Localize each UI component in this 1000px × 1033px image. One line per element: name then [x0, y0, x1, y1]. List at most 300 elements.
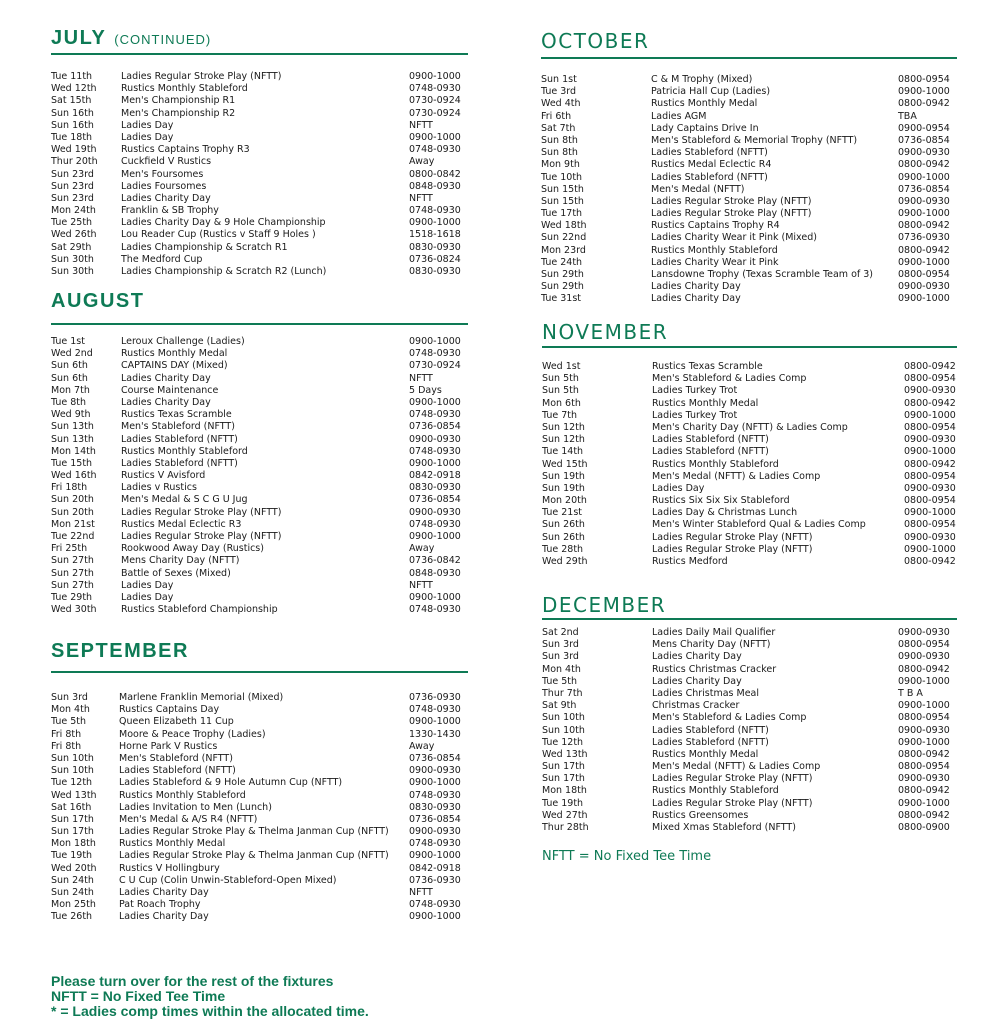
fixture-event: Ladies Charity Day: [651, 293, 741, 305]
fixture-time: NFTT: [409, 192, 433, 204]
fixture-event: Ladies Regular Stroke Play (NFTT): [651, 208, 812, 220]
fixture-time: 0800-0942: [904, 458, 956, 470]
fixture-date: Sun 13th: [51, 433, 94, 445]
fixture-date: Sun 29th: [541, 281, 584, 293]
fixture-event: Rustics Stableford Championship: [121, 604, 278, 616]
fixture-event: Men's Stableford & Ladies Comp: [652, 373, 807, 385]
fixture-time: 0800-0942: [898, 663, 950, 675]
fixture-event: Rustics Monthly Stableford: [121, 83, 248, 95]
october-title: OCTOBER: [541, 29, 650, 53]
fixture-event: Rustics Six Six Six Stableford: [652, 495, 790, 507]
fixture-time: 0900-1000: [898, 256, 950, 268]
july-title: [51, 27, 211, 50]
fixture-event: Ladies Regular Stroke Play & Thelma Janman Cup (NFTT): [119, 826, 389, 838]
fixture-time: 0748-0930: [409, 205, 461, 217]
fixture-date: Sat 2nd: [542, 627, 579, 638]
fixture-time: 0748-0930: [409, 789, 461, 801]
fixture-event: Horne Park V Rustics: [119, 740, 218, 752]
fixture-date: Sun 27th: [51, 579, 94, 591]
fixture-date: Wed 30th: [51, 604, 97, 616]
september-rule: [51, 671, 468, 673]
fixture-date: Fri 8th: [51, 728, 82, 740]
fixture-date: Sun 8th: [541, 147, 578, 159]
fixture-date: Sun 10th: [51, 752, 94, 764]
fixture-date: Sun 24th: [51, 887, 94, 898]
fixture-date: Tue 17th: [541, 208, 583, 220]
fixture-event: CAPTAINS DAY (Mixed): [121, 360, 228, 372]
fixture-time: 0736-0854: [898, 183, 950, 195]
fixture-time: 0800-0954: [898, 712, 950, 724]
fixture-time: 0800-0954: [898, 74, 950, 85]
fixture-event: Rustics V Avisford: [121, 470, 206, 482]
fixture-event: Men's Medal (NFTT) & Ladies Comp: [652, 470, 821, 482]
fixture-date: Sun 8th: [541, 134, 578, 146]
fixture-date: Sat 15th: [51, 95, 92, 107]
fixture-date: Tue 1st: [51, 336, 85, 347]
fixture-event: Rustics Greensomes: [652, 809, 749, 821]
fixture-event: Ladies Day & Christmas Lunch: [652, 507, 798, 519]
fixture-event: Ladies Regular Stroke Play (NFTT): [652, 797, 813, 809]
fixture-time: 0800-0954: [904, 421, 956, 433]
fixture-date: Tue 14th: [542, 446, 584, 458]
fixture-date: Sun 30th: [51, 266, 94, 277]
fixture-time: 0730-0924: [409, 95, 461, 107]
fixture-time: 0800-0900: [898, 822, 950, 833]
fixture-event: Men's Championship R2: [121, 107, 236, 119]
fixture-date: Sun 6th: [51, 372, 88, 384]
fixture-event: Ladies Foursomes: [121, 180, 207, 192]
fixture-event: Ladies Day: [652, 482, 705, 494]
fixture-event: Men's Medal & A/S R4 (NFTT): [119, 813, 258, 825]
fixture-event: Ladies Championship & Scratch R2 (Lunch): [121, 266, 327, 277]
fixture-date: Sun 19th: [542, 470, 585, 482]
fixture-date: Wed 1st: [542, 361, 581, 372]
fixture-time: 0900-1000: [898, 675, 950, 687]
fixture-date: Tue 19th: [51, 850, 93, 862]
fixture-event: Ladies Stableford (NFTT): [652, 434, 769, 446]
fixture-event: Rustics Monthly Medal: [652, 748, 759, 760]
fixture-time: 0900-1000: [898, 736, 950, 748]
fixture-date: Tue 7th: [542, 409, 578, 421]
fixture-date: Sun 23rd: [51, 192, 94, 204]
fixture-event: Lou Reader Cup (Rustics v Staff 9 Holes ): [121, 229, 316, 241]
fixture-date: Wed 2nd: [51, 348, 93, 360]
fixture-time: 0736-0930: [409, 692, 461, 703]
fixture-time: 0830-0930: [409, 482, 461, 494]
fixture-event: Ladies Turkey Trot: [652, 385, 738, 397]
fixture-date: Tue 31st: [541, 293, 582, 305]
fixture-event: Ladies Regular Stroke Play (NFTT): [121, 506, 282, 518]
fixture-event: Ladies Stableford & 9 Hole Autumn Cup (NFTT): [119, 777, 343, 789]
fixture-event: Ladies Regular Stroke Play (NFTT): [651, 195, 812, 207]
fixture-date: Sun 3rd: [542, 651, 579, 663]
fixture-time: 0900-1000: [409, 217, 461, 229]
fixture-time: 0900-1000: [904, 409, 956, 421]
fixture-event: Ladies Day: [121, 119, 174, 131]
fixture-time: 0830-0930: [409, 241, 461, 253]
fixture-date: Sun 23rd: [51, 168, 94, 180]
fixture-time: 0900-0930: [898, 195, 950, 207]
fixture-event: Ladies Day: [121, 579, 174, 591]
fixture-event: Mixed Xmas Stableford (NFTT): [652, 822, 796, 833]
fixture-date: Wed 13th: [542, 748, 588, 760]
fixture-time: T B A: [898, 687, 923, 699]
august-rule: [51, 323, 468, 325]
fixture-event: Ladies Stableford (NFTT): [121, 457, 238, 469]
fixture-time: 0848-0930: [409, 567, 461, 579]
fixture-event: Ladies Day: [121, 591, 174, 603]
fixture-time: 0900-0954: [898, 122, 950, 134]
fixture-date: Sun 12th: [542, 421, 585, 433]
fixture-date: Wed 13th: [51, 789, 97, 801]
fixture-date: Sat 7th: [541, 122, 576, 134]
fixture-time: 0748-0930: [409, 144, 461, 156]
fixture-event: Ladies Turkey Trot: [652, 409, 738, 421]
fixture-time: 0900-1000: [409, 591, 461, 603]
fixture-event: C U Cup (Colin Unwin-Stableford-Open Mixed): [119, 874, 337, 886]
fixture-event: Men's Stableford & Memorial Trophy (NFTT): [651, 134, 858, 146]
fixture-date: Sun 16th: [51, 119, 94, 131]
fixture-time: 0748-0930: [409, 899, 461, 911]
fixture-time: 0900-1000: [409, 716, 461, 728]
fixture-date: Sun 6th: [51, 360, 88, 372]
fixture-time: 0736-0930: [898, 232, 950, 244]
fixture-event: Ladies Regular Stroke Play (NFTT): [121, 531, 282, 542]
fixture-event: Rustics Monthly Medal: [651, 98, 758, 110]
fixture-date: Sun 1st: [541, 74, 577, 85]
fixture-time: 0800-0954: [904, 470, 956, 482]
fixture-event: Franklin & SB Trophy: [121, 205, 219, 217]
fixture-event: Ladies Charity Day & 9 Hole Championship: [121, 217, 326, 229]
fixture-event: Ladies Regular Stroke Play (NFTT): [652, 773, 813, 785]
december-title: DECEMBER: [542, 593, 667, 617]
fixture-time: 0900-0930: [409, 433, 461, 445]
nftt-note-right: NFTT = No Fixed Tee Time: [542, 849, 712, 864]
fixture-event: Lady Captains Drive In: [651, 122, 759, 134]
december-rule: [542, 618, 957, 620]
fixture-time: 0800-0942: [898, 159, 950, 171]
fixture-event: Ladies Charity Wear it Pink: [651, 256, 779, 268]
fixture-time: 0748-0930: [409, 348, 461, 360]
fixture-event: Ladies Regular Stroke Play (NFTT): [121, 71, 282, 82]
fixture-time: 0800-0954: [904, 519, 956, 531]
fixture-date: Sun 5th: [542, 385, 579, 397]
fixture-time: 0748-0930: [409, 704, 461, 716]
fixture-event: Ladies Charity Day: [121, 396, 211, 408]
fixture-date: Mon 4th: [51, 704, 90, 716]
fixture-event: Rustics Medal Eclectic R4: [651, 159, 772, 171]
fixture-time: 0748-0930: [409, 518, 461, 530]
fixture-date: Thur 28th: [542, 822, 589, 833]
fixture-time: 0830-0930: [409, 266, 461, 277]
fixture-event: Rustics Medal Eclectic R3: [121, 518, 242, 530]
fixture-time: 0900-1000: [904, 446, 956, 458]
fixture-time: 0800-0954: [904, 373, 956, 385]
fixture-date: Sun 26th: [542, 519, 585, 531]
fixture-event: Ladies Stableford (NFTT): [652, 736, 769, 748]
fixture-time: 0736-0854: [409, 813, 461, 825]
fixture-time: 0800-0954: [898, 269, 950, 280]
fixture-date: Sun 15th: [541, 195, 584, 207]
fixture-event: Ladies Championship & Scratch R1: [121, 241, 288, 253]
fixture-event: Ladies Stableford (NFTT): [652, 446, 769, 458]
fixture-time: 0900-0930: [898, 773, 950, 785]
fixture-event: Ladies AGM: [651, 110, 707, 122]
fixture-event: Christmas Cracker: [652, 700, 740, 712]
fixture-event: Rustics Monthly Stableford: [651, 244, 778, 256]
fixture-event: Ladies Charity Day: [651, 281, 741, 293]
fixture-event: Men's Medal & S C G U Jug: [121, 494, 248, 506]
fixture-time: 0748-0930: [409, 83, 461, 95]
fixture-time: 0800-0942: [898, 785, 950, 797]
fixture-event: Men's Stableford (NFTT): [119, 752, 233, 764]
fixture-event: Rustics V Hollingbury: [119, 862, 220, 874]
fixture-event: Ladies Charity Day: [652, 675, 742, 687]
fixture-time: 0800-0942: [904, 397, 956, 409]
fixture-date: Tue 5th: [51, 716, 87, 728]
fixture-event: Men's Medal (NFTT) & Ladies Comp: [652, 761, 821, 773]
fixture-time: 0900-1000: [898, 171, 950, 183]
fixture-time: 0900-1000: [898, 797, 950, 809]
turn-over-note: Please turn over for the rest of the fixtures: [51, 973, 334, 989]
fixture-time: 0748-0930: [409, 838, 461, 850]
august-title: AUGUST: [51, 290, 145, 312]
fixture-event: Rustics Monthly Stableford: [652, 458, 779, 470]
ladies-comp-note: * = Ladies comp times within the allocated time.: [51, 1003, 369, 1019]
fixture-time: 0800-0942: [898, 809, 950, 821]
fixture-date: Sun 24th: [51, 874, 94, 886]
fixture-time: 0900-0930: [898, 651, 950, 663]
fixture-time: 0900-1000: [904, 543, 956, 555]
fixture-event: Ladies Stableford (NFTT): [119, 765, 236, 777]
fixture-time: 0736-0854: [409, 494, 461, 506]
fixture-date: Tue 26th: [51, 911, 93, 923]
fixture-date: Sun 17th: [542, 761, 585, 773]
fixture-date: Tue 12th: [51, 777, 93, 789]
fixture-date: Sun 19th: [542, 482, 585, 494]
fixture-event: Ladies Daily Mail Qualifier: [652, 627, 776, 638]
fixture-date: Sun 13th: [51, 421, 94, 433]
fixture-date: Sun 10th: [542, 724, 585, 736]
fixture-event: Ladies Stableford (NFTT): [121, 433, 238, 445]
october-rule: [541, 57, 957, 59]
fixture-time: 0900-1000: [409, 777, 461, 789]
fixture-event: Rustics Captains Trophy R3: [121, 144, 250, 156]
fixture-time: 0900-0930: [898, 147, 950, 159]
fixture-date: Wed 19th: [51, 144, 97, 156]
fixture-date: Sun 27th: [51, 567, 94, 579]
fixture-event: Ladies Charity Wear it Pink (Mixed): [651, 232, 817, 244]
fixture-time: 0830-0930: [409, 801, 461, 813]
fixture-event: Ladies Stableford (NFTT): [652, 724, 769, 736]
fixture-time: 0800-0954: [898, 639, 950, 651]
fixture-event: Men's Medal (NFTT): [651, 183, 745, 195]
fixture-date: Tue 5th: [542, 675, 578, 687]
fixture-date: Wed 29th: [542, 556, 588, 567]
fixture-date: Sun 12th: [542, 434, 585, 446]
fixture-time: NFTT: [409, 119, 433, 131]
fixture-date: Sun 20th: [51, 494, 94, 506]
fixture-time: 0900-0930: [409, 506, 461, 518]
fixture-date: Mon 18th: [542, 785, 587, 797]
fixture-time: Away: [409, 156, 435, 168]
fixture-date: Mon 21st: [51, 518, 95, 530]
fixture-time: 0900-0930: [898, 724, 950, 736]
fixture-event: Ladies v Rustics: [121, 482, 197, 494]
fixture-date: Tue 22nd: [51, 531, 95, 542]
fixture-event: Rustics Captains Day: [119, 704, 220, 716]
fixture-date: Tue 10th: [541, 171, 583, 183]
fixture-date: Wed 16th: [51, 470, 97, 482]
fixture-date: Sun 22nd: [541, 232, 587, 244]
fixture-date: Sun 5th: [542, 373, 579, 385]
fixture-date: Sun 17th: [51, 813, 94, 825]
fixture-event: Rustics Texas Scramble: [652, 361, 763, 372]
fixture-date: Sun 29th: [541, 269, 584, 280]
fixture-event: Men's Championship R1: [121, 95, 236, 107]
fixture-date: Sat 16th: [51, 801, 92, 813]
fixture-event: Ladies Regular Stroke Play & Thelma Janman Cup (NFTT): [119, 850, 389, 862]
fixture-date: Mon 25th: [51, 899, 96, 911]
fixture-event: Ladies Charity Day: [121, 192, 211, 204]
fixture-time: 0736-0842: [409, 555, 461, 567]
fixture-date: Mon 6th: [542, 397, 581, 409]
fixture-time: 0800-0942: [904, 361, 956, 372]
fixture-time: 0900-1000: [898, 208, 950, 220]
fixture-event: Rustics Monthly Stableford: [121, 445, 248, 457]
fixture-date: Mon 9th: [541, 159, 580, 171]
fixture-event: Course Maintenance: [121, 384, 219, 396]
fixture-date: Fri 6th: [541, 110, 572, 122]
fixture-event: Mens Charity Day (NFTT): [121, 555, 240, 567]
november-rule: [542, 346, 957, 348]
fixture-time: 0736-0854: [409, 752, 461, 764]
fixture-date: Sun 20th: [51, 506, 94, 518]
fixture-date: Wed 26th: [51, 229, 97, 241]
fixture-event: Rustics Monthly Stableford: [652, 785, 779, 797]
fixture-date: Tue 29th: [51, 591, 93, 603]
fixture-date: Sun 23rd: [51, 180, 94, 192]
fixture-time: 0800-0842: [409, 168, 461, 180]
fixture-time: 0900-1000: [409, 457, 461, 469]
fixture-date: Sat 9th: [542, 700, 577, 712]
fixture-date: Fri 8th: [51, 740, 82, 752]
fixture-date: Mon 18th: [51, 838, 96, 850]
fixture-date: Sat 29th: [51, 241, 92, 253]
fixture-time: 0800-0942: [898, 244, 950, 256]
fixture-event: Ladies Charity Day: [121, 372, 211, 384]
fixture-time: 0900-1000: [409, 71, 461, 82]
fixture-event: Rustics Monthly Medal: [119, 838, 226, 850]
fixture-event: Rustics Monthly Medal: [652, 397, 759, 409]
fixture-time: 0842-0918: [409, 862, 461, 874]
fixture-date: Wed 12th: [51, 83, 97, 95]
fixture-event: Ladies Day: [121, 131, 174, 143]
fixture-time: 0900-1000: [409, 131, 461, 143]
fixture-time: 0900-1000: [904, 507, 956, 519]
fixture-event: Battle of Sexes (Mixed): [121, 567, 231, 579]
fixture-event: Men's Winter Stableford Qual & Ladies Comp: [652, 519, 866, 531]
fixture-date: Tue 11th: [51, 71, 93, 82]
fixture-date: Tue 25th: [51, 217, 93, 229]
fixture-time: 0730-0924: [409, 107, 461, 119]
fixture-event: Men's Stableford (NFTT): [121, 421, 235, 433]
fixture-event: Cuckfield V Rustics: [121, 156, 212, 168]
fixture-time: 0800-0954: [904, 495, 956, 507]
fixture-date: Wed 18th: [541, 220, 587, 232]
fixture-date: Tue 24th: [541, 256, 583, 268]
fixture-date: Wed 4th: [541, 98, 581, 110]
fixture-time: NFTT: [409, 579, 433, 591]
fixture-time: 5 Days: [409, 384, 442, 396]
fixture-date: Wed 20th: [51, 862, 97, 874]
fixture-event: Lansdowne Trophy (Texas Scramble Team of 3): [651, 269, 874, 280]
fixture-date: Tue 19th: [542, 797, 584, 809]
fixture-time: 0900-0930: [898, 627, 950, 638]
fixture-date: Fri 18th: [51, 482, 88, 494]
fixture-date: Sun 17th: [51, 826, 94, 838]
fixture-event: Pat Roach Trophy: [119, 899, 201, 911]
fixture-time: Away: [409, 740, 435, 752]
fixture-event: Ladies Stableford (NFTT): [651, 147, 768, 159]
fixture-time: 0800-0942: [904, 556, 956, 567]
fixture-date: Thur 20th: [51, 156, 98, 168]
fixture-time: 0800-0942: [898, 98, 950, 110]
fixture-event: Marlene Franklin Memorial (Mixed): [119, 692, 284, 703]
fixture-date: Mon 20th: [542, 495, 587, 507]
fixture-date: Sun 15th: [541, 183, 584, 195]
fixture-time: 0900-1000: [409, 911, 461, 923]
fixture-time: Away: [409, 543, 435, 555]
fixture-date: Mon 24th: [51, 205, 96, 217]
fixture-time: 0900-1000: [898, 86, 950, 98]
fixture-event: Rustics Texas Scramble: [121, 409, 232, 421]
fixture-event: Rustics Christmas Cracker: [652, 663, 777, 675]
fixture-time: 1518-1618: [409, 229, 461, 241]
fixture-time: 0848-0930: [409, 180, 461, 192]
fixture-date: Wed 15th: [542, 458, 588, 470]
fixture-time: TBA: [898, 110, 917, 122]
fixture-date: Sun 17th: [542, 773, 585, 785]
fixture-event: Rookwood Away Day (Rustics): [121, 543, 264, 555]
fixture-time: 0900-1000: [898, 700, 950, 712]
fixture-time: 0748-0930: [409, 409, 461, 421]
fixture-time: 0736-0930: [409, 874, 461, 886]
fixture-event: Ladies Regular Stroke Play (NFTT): [652, 531, 813, 543]
fixture-date: Sun 3rd: [542, 639, 579, 651]
fixture-date: Tue 18th: [51, 131, 93, 143]
fixture-time: 0748-0930: [409, 445, 461, 457]
fixture-time: 0900-1000: [409, 850, 461, 862]
fixture-date: Sun 30th: [51, 253, 94, 265]
fixture-time: 0800-0942: [898, 748, 950, 760]
fixture-date: Tue 28th: [542, 543, 584, 555]
fixture-event: Queen Elizabeth 11 Cup: [119, 716, 234, 728]
fixture-event: C & M Trophy (Mixed): [651, 74, 753, 85]
fixture-date: Sun 16th: [51, 107, 94, 119]
fixture-time: 0736-0854: [409, 421, 461, 433]
fixture-time: 0900-0930: [904, 482, 956, 494]
fixture-date: Mon 7th: [51, 384, 90, 396]
fixture-event: Men's Foursomes: [121, 168, 204, 180]
september-title: SEPTEMBER: [51, 640, 189, 662]
fixture-time: 0900-1000: [409, 336, 461, 347]
fixture-time: 0900-1000: [409, 531, 461, 542]
fixture-time: 0842-0918: [409, 470, 461, 482]
fixture-event: Moore & Peace Trophy (Ladies): [119, 728, 266, 740]
fixture-event: Men's Charity Day (NFTT) & Ladies Comp: [652, 421, 848, 433]
fixture-time: 0900-0930: [904, 385, 956, 397]
